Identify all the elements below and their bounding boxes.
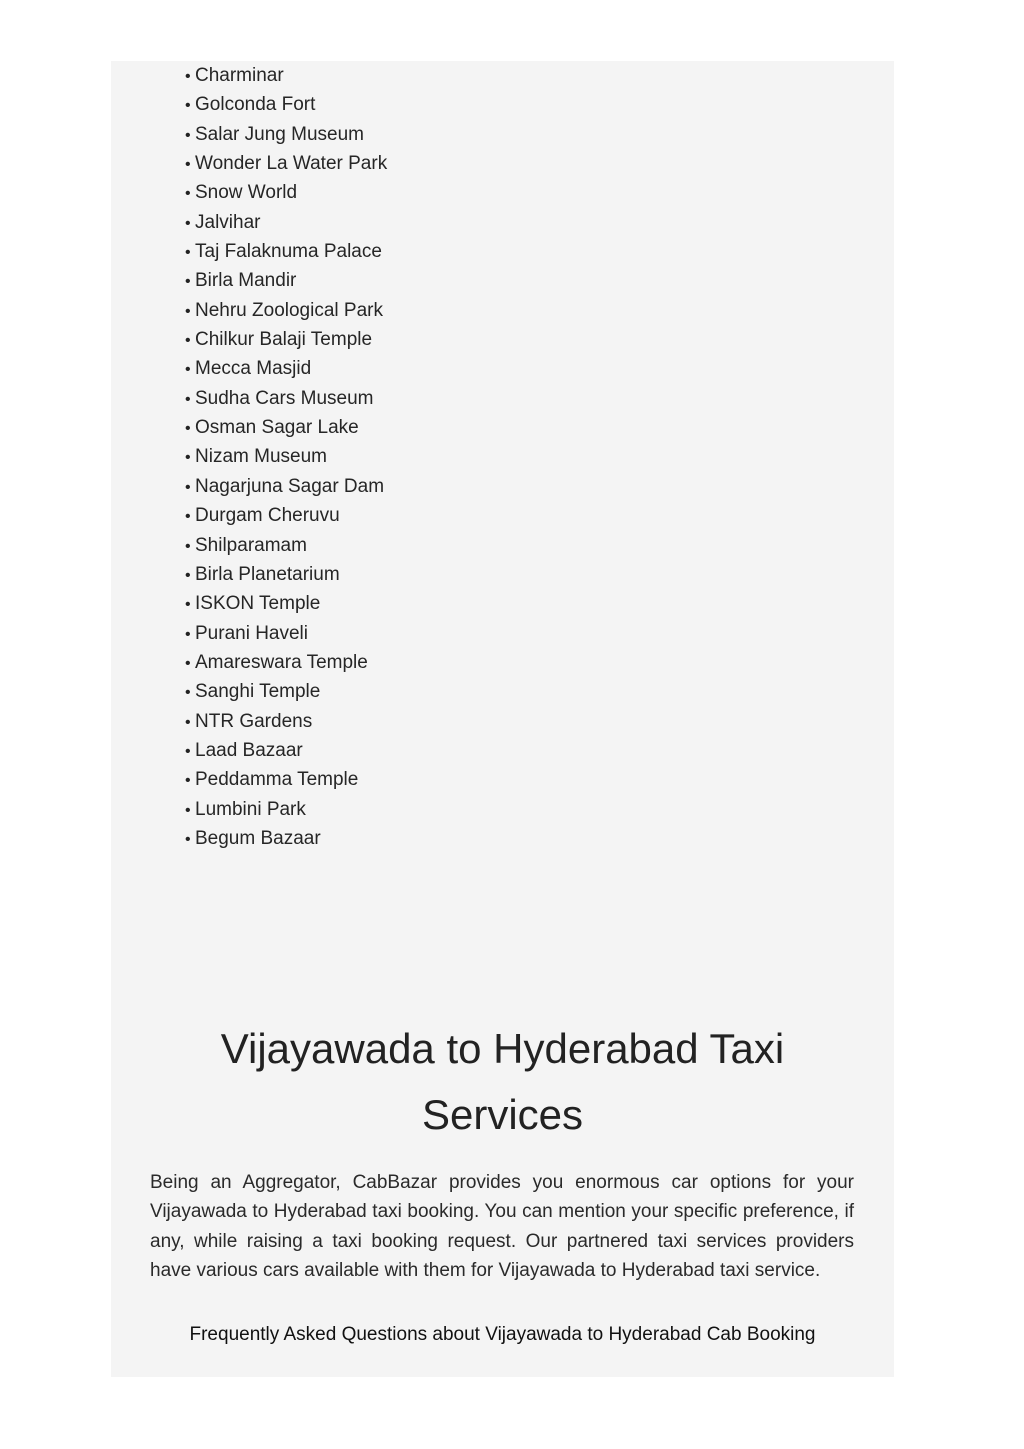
bullet-icon: •: [185, 772, 191, 790]
bullet-icon: •: [185, 420, 191, 438]
list-item: [185, 384, 387, 413]
list-item: [185, 149, 387, 178]
list-item-label: Mecca Masjid: [195, 358, 312, 380]
bullet-icon: •: [185, 126, 191, 144]
list-item-label: Nagarjuna Sagar Dam: [195, 475, 385, 497]
section-title-line-1: Vijayawada to Hyderabad Taxi: [220, 1025, 785, 1072]
list-item: [185, 472, 387, 501]
list-item: [185, 237, 387, 266]
list-item-label: Birla Mandir: [195, 270, 297, 292]
list-item: [185, 560, 387, 589]
list-item: [185, 648, 387, 677]
list-item: [185, 795, 387, 824]
bullet-icon: •: [185, 97, 191, 115]
bullet-icon: •: [185, 801, 191, 819]
list-item: [185, 296, 387, 325]
list-item: [185, 266, 387, 295]
faq-heading: Frequently Asked Questions about Vijayawada to Hyderabad Cab Booking: [189, 1324, 816, 1345]
list-item-label: Osman Sagar Lake: [195, 417, 359, 439]
list-item-label: Chilkur Balaji Temple: [195, 329, 373, 351]
bullet-icon: •: [185, 273, 191, 291]
list-item: [185, 765, 387, 794]
places-list: [185, 61, 387, 853]
list-item-label: Birla Planetarium: [195, 563, 340, 585]
list-item: [185, 501, 387, 530]
bullet-icon: •: [185, 625, 191, 643]
list-item-label: Salar Jung Museum: [195, 123, 364, 145]
list-item: [185, 354, 387, 383]
bullet-icon: •: [185, 332, 191, 350]
bullet-icon: •: [185, 302, 191, 320]
bullet-icon: •: [185, 68, 191, 85]
list-item-label: Laad Bazaar: [195, 739, 303, 761]
bullet-icon: •: [185, 478, 191, 496]
bullet-icon: •: [185, 537, 191, 555]
list-item: [185, 90, 387, 119]
list-item-label: Amareswara Temple: [195, 651, 368, 673]
section-title-line-2: Services: [421, 1091, 584, 1138]
list-item: [185, 178, 387, 207]
content-panel: [111, 61, 894, 1377]
list-item-label: Shilparamam: [195, 534, 307, 556]
bullet-icon: •: [185, 156, 191, 174]
bullet-icon: •: [185, 390, 191, 408]
bullet-icon: •: [185, 742, 191, 760]
list-item-label: NTR Gardens: [195, 710, 313, 732]
bullet-icon: •: [185, 214, 191, 232]
list-item: [185, 531, 387, 560]
list-item: [185, 442, 387, 471]
list-item-label: Taj Falaknuma Palace: [195, 241, 382, 263]
list-item-label: Nehru Zoological Park: [195, 299, 383, 321]
list-item: [185, 120, 387, 149]
list-item: [185, 413, 387, 442]
list-item-label: Snow World: [195, 182, 298, 204]
list-item: [185, 824, 387, 853]
list-item-label: Wonder La Water Park: [195, 153, 388, 175]
list-item-label: Sanghi Temple: [195, 681, 321, 703]
bullet-icon: •: [185, 449, 191, 467]
list-item-label: Purani Haveli: [195, 622, 308, 644]
list-item-label: Durgam Cheruvu: [195, 505, 340, 527]
bullet-icon: •: [185, 654, 191, 672]
list-item-label: ISKON Temple: [195, 593, 321, 615]
list-item: [185, 208, 387, 237]
bullet-icon: •: [185, 244, 191, 262]
bullet-icon: •: [185, 830, 191, 848]
bullet-icon: •: [185, 566, 191, 584]
list-item-label: Lumbini Park: [195, 798, 306, 820]
bullet-icon: •: [185, 508, 191, 526]
list-item-label: Golconda Fort: [195, 94, 316, 116]
list-item: [185, 736, 387, 765]
list-item-label: Charminar: [195, 65, 284, 86]
list-item-label: Peddamma Temple: [195, 769, 359, 791]
section-body-paragraph: Being an Aggregator, CabBazar provides you enormous car options for your Vijayawada to Hyderabad taxi booking. You can mention your specific preference, if any, while raising a taxi booking request. Our partnered taxi services providers have various cars available with them for Vijayawada to Hyderabad taxi service.: [150, 1172, 854, 1282]
bullet-icon: •: [185, 361, 191, 379]
list-item-label: Nizam Museum: [195, 446, 327, 468]
list-item: [185, 707, 387, 736]
list-item-label: Jalvihar: [195, 211, 261, 233]
bullet-icon: •: [185, 684, 191, 702]
list-item-label: Begum Bazaar: [195, 827, 321, 849]
list-item: [185, 325, 387, 354]
list-item: [185, 619, 387, 648]
bullet-icon: •: [185, 596, 191, 614]
list-item: [185, 61, 387, 90]
list-item: [185, 589, 387, 618]
list-item: [185, 677, 387, 706]
bullet-icon: •: [185, 185, 191, 203]
list-item-label: Sudha Cars Museum: [195, 387, 374, 409]
section-title: [111, 1016, 894, 1148]
bullet-icon: •: [185, 713, 191, 731]
